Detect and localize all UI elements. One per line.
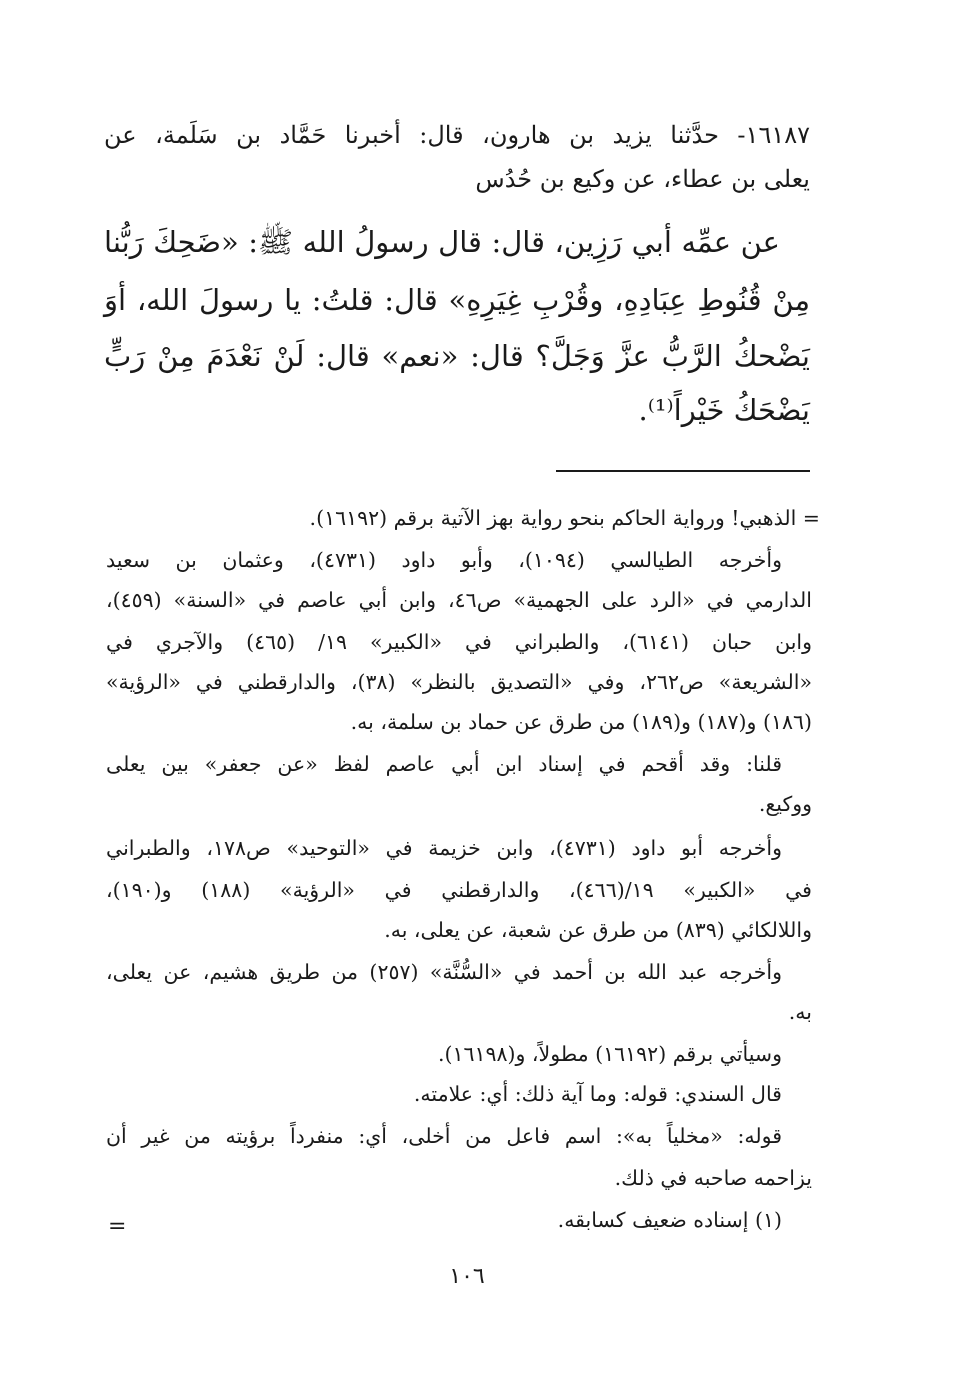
- hadith-intro-line-2: يعلى بن عطاء، عن وكيع بن حُدُس: [475, 165, 810, 193]
- footnote-line: قال السندي: قوله: وما آية ذلك: أي: علامته.: [413, 1082, 782, 1106]
- footnote-line: في «الكبير» ١٩/(٤٦٦)، والدارقطني في «الرؤية» (١٨٨) و(١٩٠)،: [106, 878, 812, 902]
- footnote-line: وأخرجه عبد الله بن أحمد في «السُّنَّة» (٢٥٧) من طريق هشيم، عن يعلى،: [106, 960, 783, 984]
- footnote-separator: [556, 470, 810, 472]
- footnote-line: وأخرجه أبو داود (٤٧٣١)، وابن خزيمة في «التوحيد» ص١٧٨، والطبراني: [106, 836, 782, 860]
- hadith-text-line-2: مِنْ قُنُوطِ عِبَادِهِ، وقُرْبِ غِيَرِهِ» قال: قلتُ: يا رسولَ الله، أوَ: [104, 283, 811, 317]
- hadith-text-line-3: يَضْحكُ الرَّبُّ عزَّ وَجَلَّ؟ قال: «نعم» قال: لَنْ نَعْدَمَ مِنْ رَبٍّ: [104, 339, 810, 373]
- footnote-line: ووكيع.: [758, 792, 812, 816]
- footnote-line: الدارمي في «الرد على الجهمية» ص٤٦، وابن أبي عاصم في «السنة» (٤٥٩)،: [106, 588, 812, 612]
- hadith-intro-line-1: ١٦١٨٧- حدَّثنا يزيد بن هارون، قال: أخبرنا حَمَّاد بن سَلَمة، عن: [104, 121, 810, 149]
- footnote-line: (١٨٦) و(١٨٧) و(١٨٩) من طرق عن حماد بن سلمة، به.: [350, 710, 812, 734]
- hadith-text-line-4: يَضْحَكُ خَيْراً⁽¹⁾.: [638, 393, 810, 427]
- footnote-line: واللالكائي (٨٣٩) من طرق عن شعبة، عن يعلى، به.: [384, 918, 812, 942]
- hadith-text-line-1: عن عمِّه أبي رَزِين، قال: قال رسولُ الله ﷺ: «ضَحِكَ رَبُّنا: [104, 225, 780, 259]
- footnote-line: (١) إسناده ضعيف كسابقه.: [557, 1208, 782, 1232]
- footnote-continuation-marker: =: [108, 1214, 127, 1239]
- footnote-line: يزاحمه صاحبه في ذلك.: [614, 1166, 812, 1190]
- footnote-line: «الشريعة» ص٢٦٢، وفي «التصديق بالنظر» (٣٨)، والدارقطني في «الرؤية»: [106, 670, 813, 694]
- footnote-line: = الذهبي! ورواية الحاكم بنحو رواية بهز الآتية برقم (١٦١٩٢).: [309, 506, 820, 530]
- footnote-line: وسيأتي برقم (١٦١٩٢) مطولاً، و(١٦١٩٨).: [437, 1042, 782, 1066]
- footnote-line: قوله: «مخلياً به»: اسم فاعل من أخلى، أي: منفرداً برؤيته من غير أن: [106, 1124, 782, 1148]
- footnote-line: وابن حبان (٦١٤١)، والطبراني في «الكبير» ١٩/ (٤٦٥) والآجري في: [106, 630, 813, 654]
- footnote-line: وأخرجه الطيالسي (١٠٩٤)، وأبو داود (٤٧٣١)، وعثمان بن سعيد: [106, 548, 782, 572]
- footnote-line: قلنا: وقد أقحم في إسناد ابن أبي عاصم لفظ «عن جعفر» بين يعلى: [106, 752, 782, 776]
- footnote-line: به.: [788, 1000, 812, 1024]
- page-number: ١٠٦: [449, 1264, 485, 1289]
